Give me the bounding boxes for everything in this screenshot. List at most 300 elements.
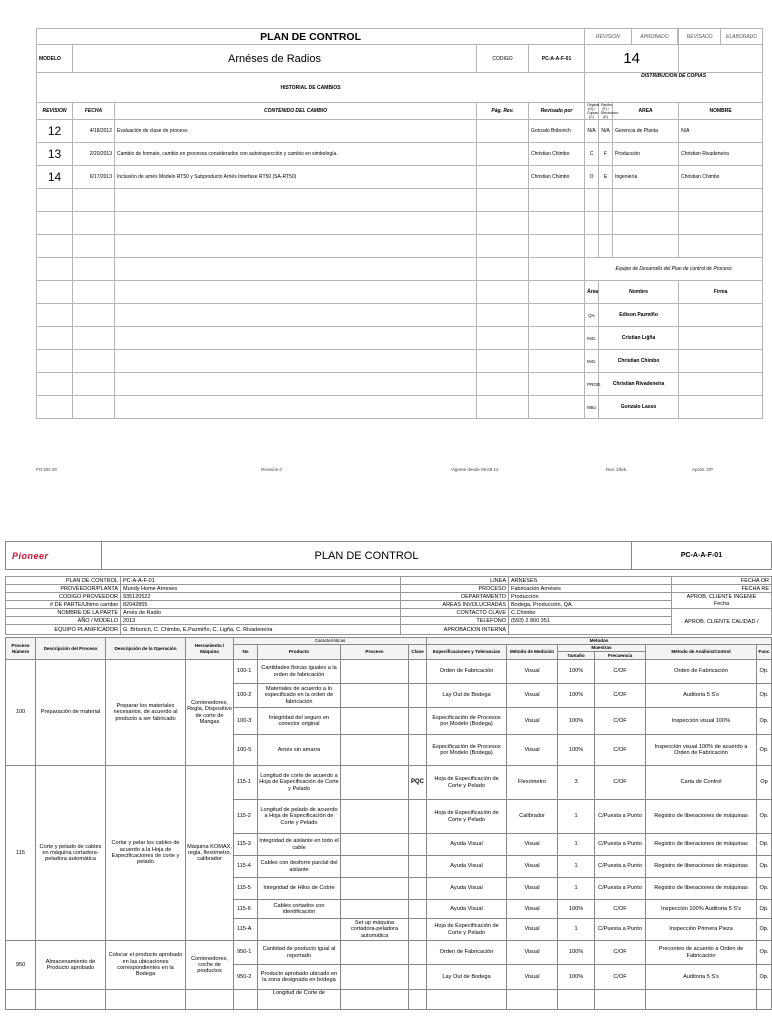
change-page-rev	[477, 143, 529, 166]
sample-frequency: C/OF	[595, 684, 646, 708]
change-reviewer	[529, 189, 585, 212]
info-value-2: Producción	[509, 593, 672, 601]
sample-size: 100%	[558, 941, 595, 965]
spec-tolerance: Hoja de Especificación de Corte y Pelado	[427, 919, 507, 941]
change-revision	[37, 350, 73, 373]
copy-blank	[599, 212, 613, 235]
copy-area: Ingeniería	[613, 166, 679, 189]
responsible: Op.	[757, 708, 772, 735]
sample-frequency: C/OF	[595, 941, 646, 965]
char-product: Integridad de Hilos de Cobre	[258, 878, 341, 900]
measure-method: Visual	[507, 708, 558, 735]
hdr-no: No	[234, 645, 258, 660]
partial-cell	[36, 990, 106, 1010]
char-number: 100-2	[234, 684, 258, 708]
change-page-rev	[477, 281, 529, 304]
change-page-rev	[477, 212, 529, 235]
hdr-pag-rev: Pág. Rev.	[477, 103, 529, 120]
change-content: Evaluación de clase de proceso	[115, 120, 477, 143]
change-revision	[37, 373, 73, 396]
change-row	[37, 396, 763, 419]
spec-tolerance: Hoja de Especificación de Corte y Pelado	[427, 800, 507, 834]
char-class	[409, 684, 427, 708]
equipo-title: Equipo de Desarrollo del Plan de control de Proceso	[585, 258, 763, 281]
hdr-proceso-num: Proceso Número	[6, 638, 36, 660]
measure-method: Visual	[507, 684, 558, 708]
char-product: Cantidades físicas iguales a la orden de fabricación	[258, 660, 341, 684]
spec-tolerance: Ayuda Visual	[427, 856, 507, 878]
model-name: Arnéses de Radios	[73, 45, 477, 73]
change-row	[37, 235, 763, 258]
measure-method: Visual	[507, 735, 558, 766]
sample-size: 100%	[558, 735, 595, 766]
sample-size: 100%	[558, 684, 595, 708]
copy-fe: F	[599, 143, 613, 166]
hdr-nombre: NOMBRE	[679, 103, 763, 120]
change-date	[73, 327, 115, 350]
change-row	[37, 350, 763, 373]
change-history-form	[36, 28, 763, 419]
copy-blank	[613, 189, 679, 212]
copy-oc: N/A	[585, 120, 599, 143]
historial-title: HISTORIAL DE CAMBIOS	[37, 73, 585, 103]
partial-cell	[427, 990, 507, 1010]
char-number: 115-1	[234, 766, 258, 800]
hdr-area: AREA	[613, 103, 679, 120]
change-reviewer	[529, 212, 585, 235]
info-label: CODIGO PROVEEDOR	[6, 593, 121, 601]
change-date: 6/17/2013	[73, 166, 115, 189]
char-product	[258, 919, 341, 941]
spec-tolerance: Ayuda Visual	[427, 878, 507, 900]
hdr-caracteristicas: Características	[234, 638, 427, 645]
responsible: Op.	[757, 684, 772, 708]
info-label-2: PROCESO	[401, 585, 509, 593]
change-revision	[37, 235, 73, 258]
change-reviewer: Gonzalo Briborich	[529, 120, 585, 143]
responsible: Op.	[757, 919, 772, 941]
change-reviewer	[529, 373, 585, 396]
copy-blank	[599, 235, 613, 258]
copy-area: Producción	[613, 143, 679, 166]
change-content	[115, 189, 477, 212]
footer-revision: Revisión 0	[261, 467, 283, 472]
fecha-or-label: FECHA OR	[672, 577, 772, 585]
char-process	[341, 800, 409, 834]
hdr-frecuencia: Frecuencia	[595, 652, 646, 660]
change-row	[37, 143, 763, 166]
process-number: 950	[6, 941, 36, 990]
equipo-area: ING.	[585, 327, 599, 350]
copy-blank	[679, 212, 763, 235]
change-revision	[37, 281, 73, 304]
char-class	[409, 900, 427, 919]
sample-size: 100%	[558, 965, 595, 990]
copy-nombre: Christian Rivadeneira	[679, 143, 763, 166]
char-number: 100-5	[234, 735, 258, 766]
hdr-especificaciones: Especificaciones y Tolerancias	[427, 645, 507, 660]
footer-vigente: Vigente desde 09.08.12	[451, 467, 499, 472]
change-revision: 14	[37, 166, 73, 189]
char-class	[409, 834, 427, 856]
footer-rev: Rev. 2/feb.	[606, 467, 628, 472]
plan-row	[6, 766, 772, 800]
process-description: Preparación de material	[36, 660, 106, 766]
sample-size: 100%	[558, 660, 595, 684]
char-class	[409, 708, 427, 735]
change-revision	[37, 212, 73, 235]
equipo-planificador-value: G. Brborich, C. Chimbo, E.Pazmiño, C. Ligña, C. Rivadeneira	[121, 625, 401, 635]
tool-machine: Contenedores, Regla, Dispositivo de corte de Mangas	[186, 660, 234, 766]
char-process	[341, 660, 409, 684]
char-process	[341, 766, 409, 800]
change-row	[37, 120, 763, 143]
change-date	[73, 212, 115, 235]
char-number: 115-6	[234, 900, 258, 919]
char-class	[409, 735, 427, 766]
col-aprobado: APROBADO	[631, 29, 677, 44]
equipo-hdr-area: Área	[585, 281, 599, 304]
hdr-fecha: FECHA	[73, 103, 115, 120]
char-product: Integridad del seguro en conector original	[258, 708, 341, 735]
sample-frequency: C/OF	[595, 660, 646, 684]
change-content: Inclusión de arnés Modelo RT50 y Subproducto Arnés Interfase RT50 (SA-RT50)	[115, 166, 477, 189]
char-product: Longitud de corte de acuerdo a Hoja de Especificación de Corte y Pelado	[258, 766, 341, 800]
plan-header	[5, 541, 772, 570]
partial-cell	[106, 990, 186, 1010]
change-reviewer: Christian Chimbo	[529, 143, 585, 166]
plan-info	[5, 576, 772, 635]
change-revision	[37, 396, 73, 419]
change-content	[115, 281, 477, 304]
change-date	[73, 350, 115, 373]
change-content	[115, 327, 477, 350]
sample-size: 1	[558, 834, 595, 856]
change-revision: 12	[37, 120, 73, 143]
sample-frequency: C/Puesta a Punto	[595, 800, 646, 834]
change-row	[37, 189, 763, 212]
sample-frequency: C/Puesta a Punto	[595, 878, 646, 900]
char-process: Set up máquina cortadora-peladora automática	[341, 919, 409, 941]
measure-method: Visual	[507, 965, 558, 990]
char-process	[341, 834, 409, 856]
change-revision	[37, 304, 73, 327]
responsible: Op.	[757, 900, 772, 919]
change-reviewer	[529, 258, 585, 281]
responsible: Op.	[757, 965, 772, 990]
change-page-rev	[477, 189, 529, 212]
char-class	[409, 800, 427, 834]
change-date	[73, 373, 115, 396]
char-number: 115-4	[234, 856, 258, 878]
control-method: Registro de liberaciones de máquinas	[646, 878, 757, 900]
operation-description: Cortar y pelar los cables de acuerdo a la Hoja de Especificaciones de corte y pelado	[106, 766, 186, 941]
change-content	[115, 212, 477, 235]
aprob-ingenieria-fecha: Fecha	[713, 600, 730, 607]
control-method: Auditoria 5 S's	[646, 684, 757, 708]
info-value: 935120522	[121, 593, 401, 601]
responsible: Op.	[757, 856, 772, 878]
info-value: 82042855	[121, 601, 401, 609]
info-row	[6, 585, 772, 593]
change-content	[115, 258, 477, 281]
pioneer-logo: Pioneer	[6, 542, 102, 570]
change-page-rev	[477, 304, 529, 327]
info-label-2: LINEA	[401, 577, 509, 585]
form-title: PLAN DE CONTROL	[37, 29, 585, 45]
partial-cell	[558, 990, 595, 1010]
sample-frequency: C/OF	[595, 708, 646, 735]
plan-row-partial	[6, 990, 772, 1010]
char-number: 950-2	[234, 965, 258, 990]
char-process	[341, 965, 409, 990]
control-method: Inspección visual 100%	[646, 708, 757, 735]
sample-frequency: C/OF	[595, 766, 646, 800]
equipo-area: ING.	[585, 350, 599, 373]
process-number: 115	[6, 766, 36, 941]
change-content	[115, 304, 477, 327]
partial-cell	[409, 990, 427, 1010]
hdr-original: Original (O) / Copias (C)	[585, 103, 599, 120]
col-revision: REVISION	[585, 29, 631, 44]
sample-size: 1	[558, 919, 595, 941]
aprob-ingenieria	[672, 593, 772, 609]
char-process	[341, 684, 409, 708]
change-content	[115, 373, 477, 396]
change-page-rev	[477, 166, 529, 189]
char-class: PQC	[409, 766, 427, 800]
change-content	[115, 396, 477, 419]
responsible: Op.	[757, 660, 772, 684]
change-date	[73, 396, 115, 419]
change-page-rev	[477, 396, 529, 419]
change-reviewer	[529, 350, 585, 373]
codigo-value: PC-A-A-F-01	[529, 45, 585, 73]
control-method: Preconteo de acuerdo a Orden de Fabricación	[646, 941, 757, 965]
hdr-func: Func	[757, 645, 772, 660]
equipo-firma	[679, 350, 763, 373]
aprobacion-interna-value	[509, 625, 672, 635]
change-row	[37, 166, 763, 189]
info-row	[6, 617, 772, 625]
control-method: Carta de Control	[646, 766, 757, 800]
info-row	[6, 609, 772, 617]
char-process	[341, 900, 409, 919]
control-method: Inspección 100% Auditoria 5 S's	[646, 900, 757, 919]
sample-frequency: C/OF	[595, 965, 646, 990]
change-content	[115, 235, 477, 258]
char-number: 115-2	[234, 800, 258, 834]
col-elaborado: ELABORADO	[726, 33, 758, 40]
char-number: 115-5	[234, 878, 258, 900]
process-number: 100	[6, 660, 36, 766]
char-product: Integridad de aislante en todo el cable	[258, 834, 341, 856]
equipo-area: QA	[585, 304, 599, 327]
measure-method: Calibrador	[507, 800, 558, 834]
responsible: Op	[757, 766, 772, 800]
change-date	[73, 304, 115, 327]
spec-tolerance: Lay Out de Bodega	[427, 684, 507, 708]
control-method: Registro de liberaciones de máquinas	[646, 834, 757, 856]
copy-blank	[585, 212, 599, 235]
aprob-ingenieria-label: APROB. CLIENTE INGENIE	[686, 593, 757, 600]
change-row	[37, 258, 763, 281]
change-content: Cambio de formato, cambio en procesos considerados con autoinspección y cambio en simbología.	[115, 143, 477, 166]
control-method: Registro de liberaciones de máquinas	[646, 800, 757, 834]
change-reviewer	[529, 281, 585, 304]
change-revision	[37, 327, 73, 350]
operation-description: Preparar los materiales necesarios, de acuerdo al producto a ser fabricado	[106, 660, 186, 766]
copy-fe: N/A	[599, 120, 613, 143]
info-label-2: TELEFONO	[401, 617, 509, 625]
control-method: Registro de liberaciones de máquinas	[646, 856, 757, 878]
info-row-equipo	[6, 625, 772, 635]
copy-blank	[613, 235, 679, 258]
spec-tolerance: Ayuda Visual	[427, 834, 507, 856]
change-reviewer	[529, 304, 585, 327]
change-reviewer	[529, 235, 585, 258]
copy-oc: O	[585, 166, 599, 189]
copy-oc: C	[585, 143, 599, 166]
copy-nombre: Christian Chimbo	[679, 166, 763, 189]
plan-code: PC-A-A-F-01	[632, 542, 772, 570]
operation-description: Colocar el producto aprobado en las ubicaciones correspondientes en la Bodega	[106, 941, 186, 990]
revision-number: 14	[585, 45, 679, 73]
sample-size: 100%	[558, 708, 595, 735]
measure-method: Visual	[507, 856, 558, 878]
process-description: Almacenamiento de Producto aprobado	[36, 941, 106, 990]
info-value: Mundy Home Arneses	[121, 585, 401, 593]
equipo-nombre: Christian Chimbo	[599, 350, 679, 373]
hdr-clase: Clase	[409, 645, 427, 660]
equipo-area: Mtto	[585, 396, 599, 419]
char-product: Cantidad de producto igual al reportado	[258, 941, 341, 965]
sample-frequency: C/Puesta a Punto	[595, 834, 646, 856]
info-row	[6, 601, 772, 609]
partial-cell	[646, 990, 757, 1010]
copy-blank	[585, 189, 599, 212]
hdr-recibido: Recibo (F) / Electrónico (E)	[599, 103, 613, 120]
change-row	[37, 212, 763, 235]
info-row	[6, 577, 772, 585]
info-label-2: CONTACTO CLAVE	[401, 609, 509, 617]
char-process	[341, 856, 409, 878]
info-label-2: AREAS INVOLUCRADAS	[401, 601, 509, 609]
char-class	[409, 856, 427, 878]
control-method: Auditoria 5 S's	[646, 965, 757, 990]
change-page-rev	[477, 327, 529, 350]
measure-method: Visual	[507, 660, 558, 684]
hdr-herramienta: Herramienta / Máquina	[186, 638, 234, 660]
partial-cell	[595, 990, 646, 1010]
sample-size: 1	[558, 856, 595, 878]
char-number: 115-3	[234, 834, 258, 856]
hdr-revision: REVISION	[37, 103, 73, 120]
change-date	[73, 258, 115, 281]
control-plan	[5, 541, 771, 1010]
char-number: 950-1	[234, 941, 258, 965]
equipo-hdr-firma: Firma	[679, 281, 763, 304]
partial-cell	[757, 990, 772, 1010]
tool-machine: Máquina KOMAX, regla, flexómetro, calibrador	[186, 766, 234, 941]
char-process	[341, 941, 409, 965]
sample-frequency: C/OF	[595, 735, 646, 766]
plan-row	[6, 660, 772, 684]
spec-tolerance: Orden de Fabricación	[427, 941, 507, 965]
char-class	[409, 965, 427, 990]
char-process	[341, 708, 409, 735]
copy-blank	[679, 189, 763, 212]
info-label: PROVEEDOR/PLANTA	[6, 585, 121, 593]
equipo-firma	[679, 396, 763, 419]
char-number: 100-1	[234, 660, 258, 684]
change-date	[73, 235, 115, 258]
control-plan-table	[5, 637, 772, 1010]
control-method: Inspección Primera Pieza	[646, 919, 757, 941]
distribucion-title: DISTRIBUCION DE COPIAS	[585, 73, 763, 103]
info-label: AÑO / MODELO	[6, 617, 121, 625]
char-product: Longitud de Corte de	[258, 990, 341, 1010]
responsible: Op.	[757, 735, 772, 766]
spec-tolerance: Hoja de Especificación de Corte y Pelado	[427, 766, 507, 800]
spec-tolerance: Especificación de Procesos por Modelo (Bodega)	[427, 708, 507, 735]
change-revision: 13	[37, 143, 73, 166]
char-class	[409, 919, 427, 941]
sample-size: 3	[558, 766, 595, 800]
modelo-label: MODELO	[37, 45, 73, 73]
hdr-metodos: Métodos	[427, 638, 772, 645]
copy-blank	[679, 235, 763, 258]
copy-area: Gerencia de Planta	[613, 120, 679, 143]
char-process	[341, 878, 409, 900]
char-product: Producto aprobado ubicado en la zona designada en bodega	[258, 965, 341, 990]
plan-title: PLAN DE CONTROL	[102, 542, 632, 570]
partial-cell	[6, 990, 36, 1010]
char-product: Arnés sin amarra	[258, 735, 341, 766]
partial-cell	[234, 990, 258, 1010]
hdr-contenido: CONTENIDO DEL CAMBIO	[115, 103, 477, 120]
equipo-hdr-nombre: Nombre	[599, 281, 679, 304]
equipo-area: PROD.	[585, 373, 599, 396]
hdr-desc-operacion: Descripción de la Operación	[106, 638, 186, 660]
fecha-re-label: FECHA RE	[672, 585, 772, 593]
char-number: 115-A	[234, 919, 258, 941]
change-page-rev	[477, 350, 529, 373]
hdr-metodo-medicion: Método de Medición	[507, 645, 558, 660]
col-revisado: REVISADO	[679, 29, 721, 44]
sample-size: 1	[558, 878, 595, 900]
partial-cell	[507, 990, 558, 1010]
measure-method: Visual	[507, 900, 558, 919]
info-value: PC-A-A-F-01	[121, 577, 401, 585]
change-row	[37, 304, 763, 327]
hdr-muestras: Muestras	[558, 645, 646, 652]
responsible: Op.	[757, 800, 772, 834]
change-content	[115, 350, 477, 373]
control-method: Inspección visual 100% de acuerdo a Orden de Fabricación	[646, 735, 757, 766]
change-date	[73, 281, 115, 304]
char-product: Cables cortados con identificación	[258, 900, 341, 919]
control-method: Orden de Fabricación	[646, 660, 757, 684]
sample-frequency: C/OF	[595, 900, 646, 919]
spec-tolerance: Lay Out de Bodega	[427, 965, 507, 990]
info-label: PLAN DE CONTROL	[6, 577, 121, 585]
char-class	[409, 660, 427, 684]
responsible: Op.	[757, 878, 772, 900]
copy-nombre: N/A	[679, 120, 763, 143]
sample-frequency: C/Puesta a Punto	[595, 856, 646, 878]
hdr-proceso: Proceso	[341, 645, 409, 660]
